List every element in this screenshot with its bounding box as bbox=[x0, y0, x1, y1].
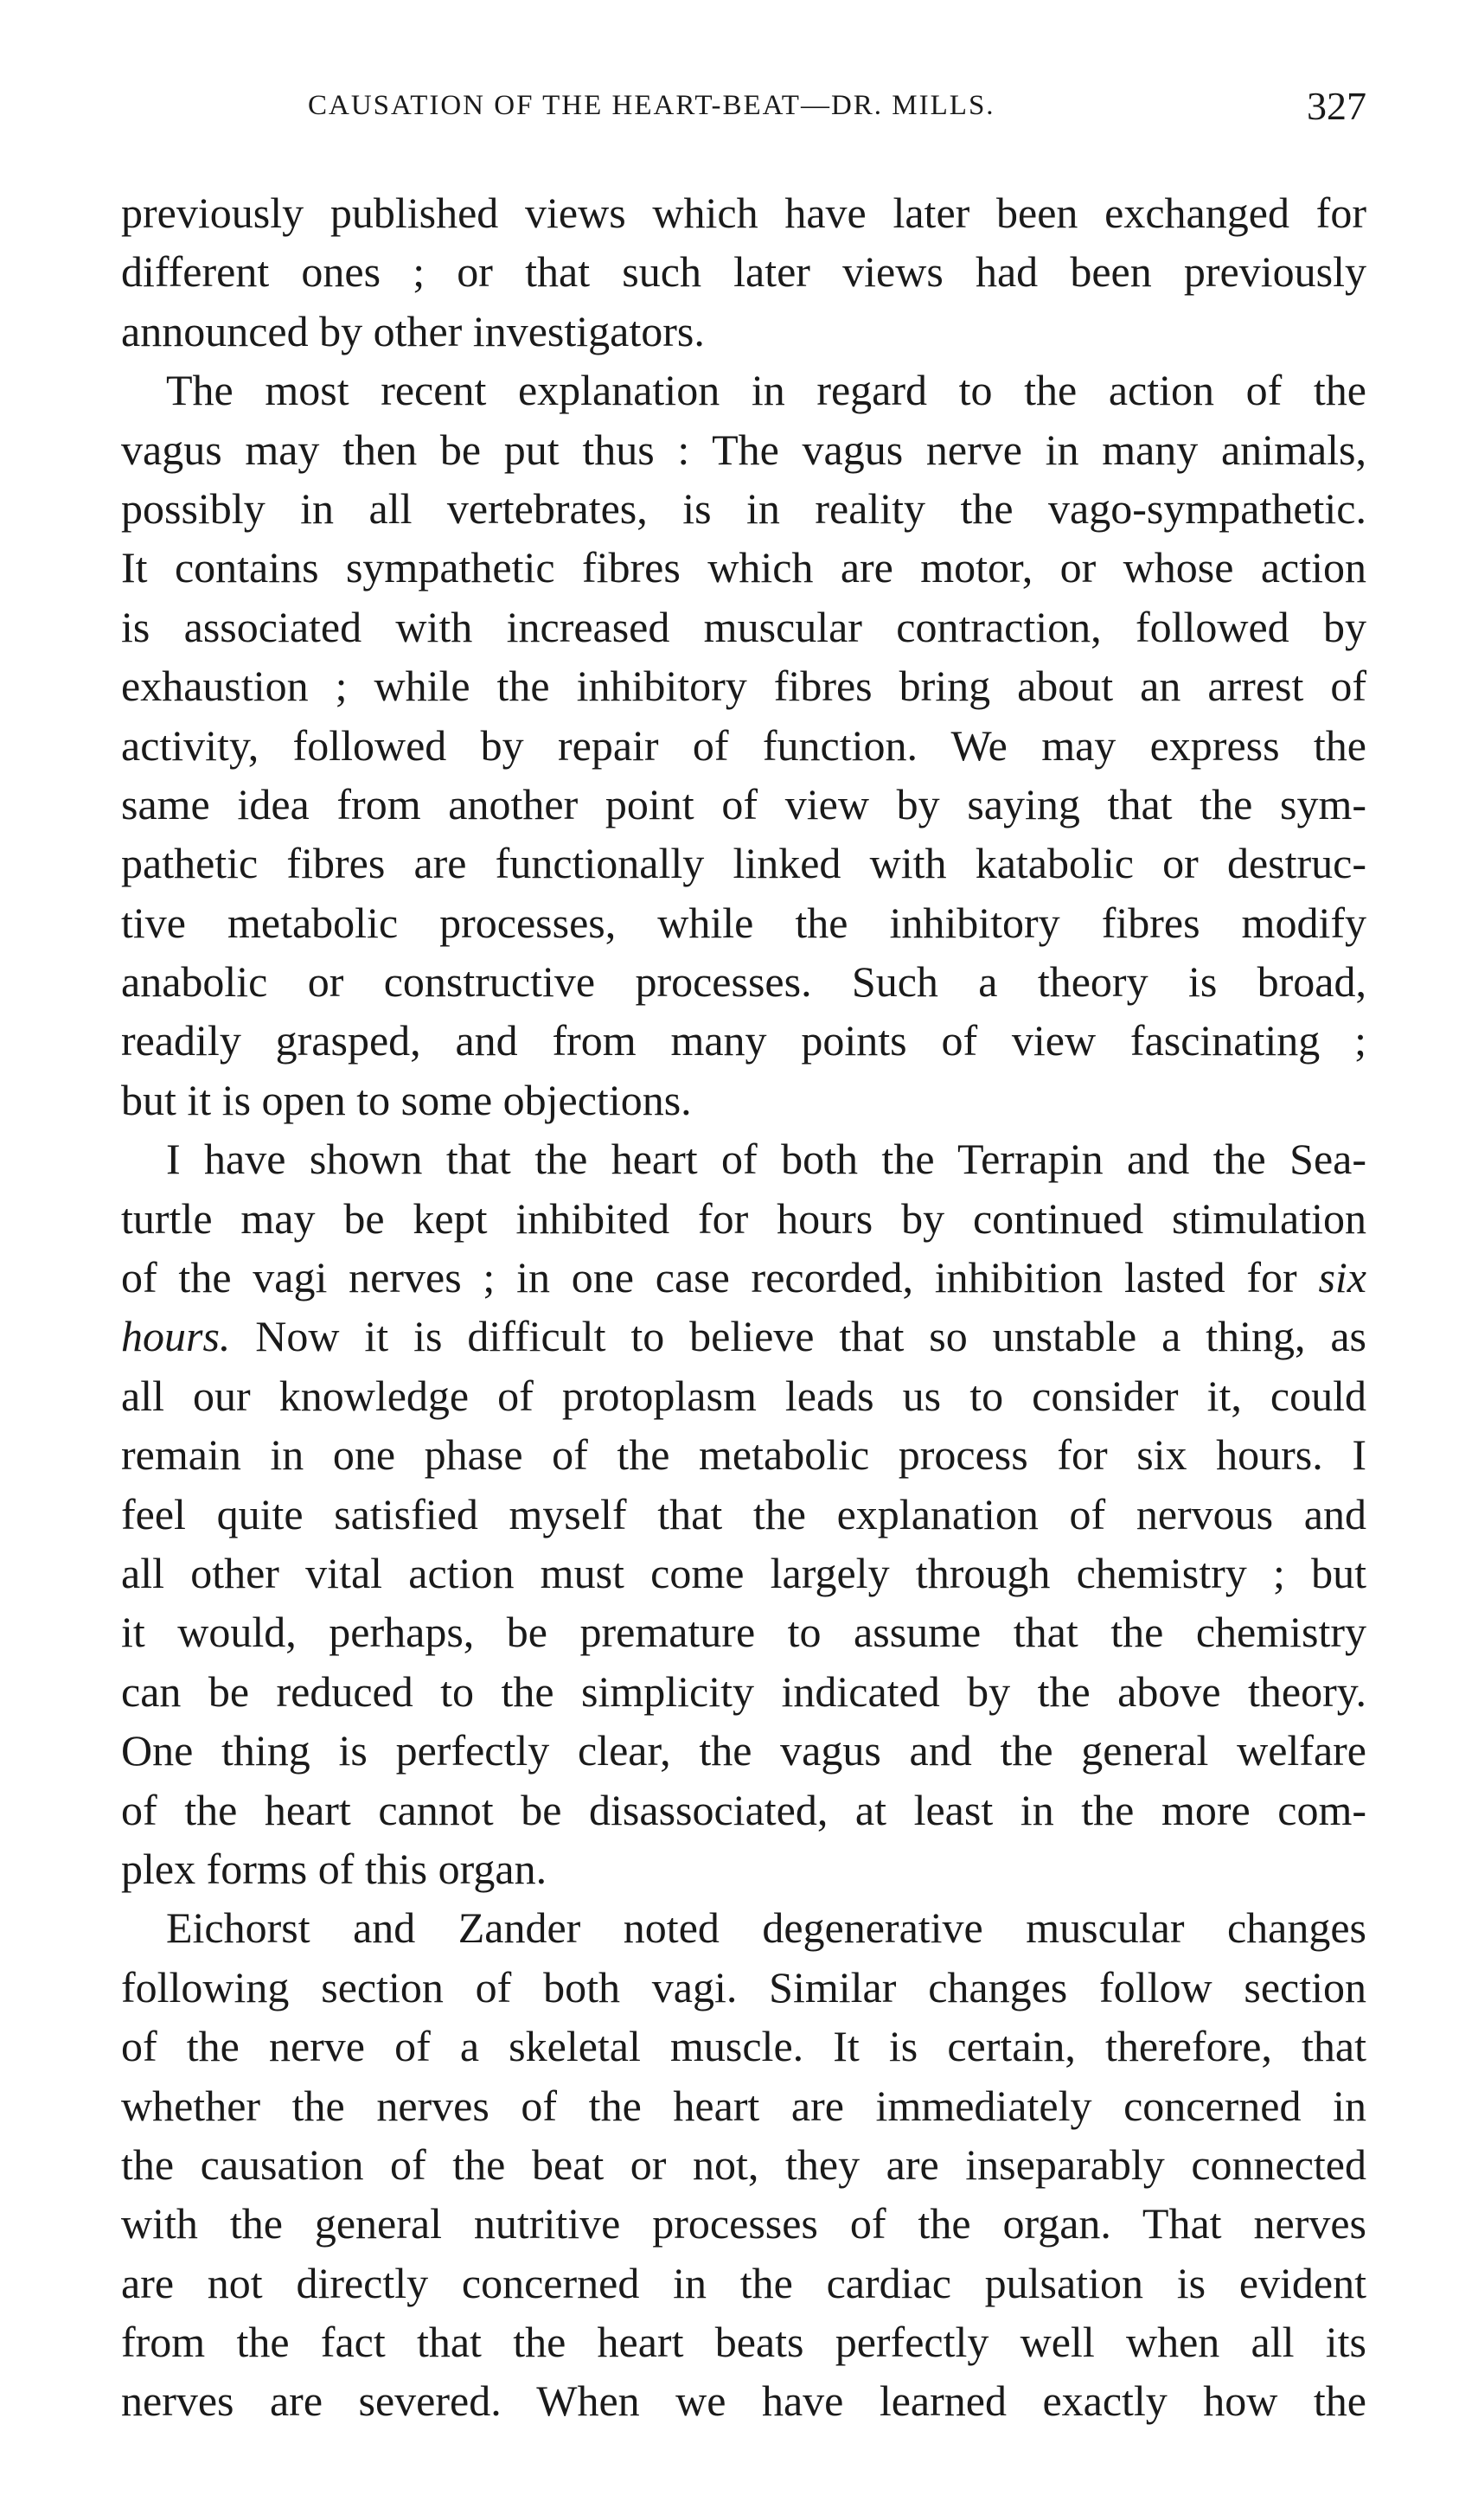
text-line: of the vagi nerves ; in one case recorded, inhibition lasted for six bbox=[121, 1253, 1366, 1302]
text-line: activity, followed by repair of function. We may express the bbox=[121, 720, 1366, 770]
text-line: whether the nerves of the heart are immediately concerned in bbox=[121, 2081, 1366, 2130]
text-line: remain in one phase of the metabolic process for six hours. I bbox=[121, 1430, 1366, 1480]
text-line: Eichorst and Zander noted degenerative muscular changes bbox=[166, 1903, 1366, 1953]
paragraph bbox=[121, 1129, 1366, 1898]
text-line: with the general nutritive processes of the organ. That nerves bbox=[121, 2199, 1366, 2248]
text-line: turtle may be kept inhibited for hours by continued stimulation bbox=[121, 1193, 1366, 1243]
text-line: from the fact that the heart beats perfectly well when all its bbox=[121, 2318, 1366, 2367]
text-line: of the nerve of a skeletal muscle. It is certain, therefore, that bbox=[121, 2022, 1366, 2071]
text-line: are not directly concerned in the cardiac pulsation is evident bbox=[121, 2258, 1366, 2307]
text-line: following section of both vagi. Similar changes follow section bbox=[121, 1962, 1366, 2012]
text-line: readily grasped, and from many points of view fascinating ; bbox=[121, 1016, 1366, 1065]
text-line: hours. Now it is difficult to believe that so unstable a thing, as bbox=[121, 1312, 1366, 1361]
paragraph bbox=[121, 361, 1366, 1129]
running-title: CAUSATION OF THE HEART-BEAT—DR. MILLS. bbox=[308, 90, 995, 121]
text-line: It contains sympathetic fibres which are motor, or whose action bbox=[121, 543, 1366, 592]
paragraph bbox=[121, 183, 1366, 361]
text-line: feel quite satisfied myself that the explanation of nervous and bbox=[121, 1489, 1366, 1538]
text-line: vagus may then be put thus : The vagus nerve in many animals, bbox=[121, 425, 1366, 474]
text-line: announced by other investigators. bbox=[121, 306, 705, 355]
text-line: previously published views which have later been exchanged for bbox=[121, 189, 1366, 237]
text-line: it would, perhaps, be premature to assume that the chemistry bbox=[121, 1608, 1366, 1657]
text-line: plex forms of this organ. bbox=[121, 1844, 547, 1893]
text-line: nerves are severed. When we have learned exactly how the bbox=[121, 2376, 1366, 2426]
text-line: can be reduced to the simplicity indicated by the above theory. bbox=[121, 1666, 1366, 1716]
text-line: all other vital action must come largely through chemistry ; but bbox=[121, 1548, 1366, 1597]
text-line: tive metabolic processes, while the inhibitory fibres modify bbox=[121, 898, 1366, 947]
text-line: all our knowledge of protoplasm leads us to consider it, could bbox=[121, 1371, 1366, 1420]
text-line: One thing is perfectly clear, the vagus and the general welfare bbox=[121, 1726, 1366, 1775]
text-line: same idea from another point of view by saying that the sym- bbox=[121, 779, 1366, 828]
paragraph bbox=[121, 1898, 1366, 2431]
text-line: anabolic or constructive processes. Such a theory is broad, bbox=[121, 957, 1366, 1007]
text-line: exhaustion ; while the inhibitory fibres bring about an arrest of bbox=[121, 662, 1366, 711]
body-text bbox=[121, 183, 1366, 2431]
page-number: 327 bbox=[1307, 84, 1366, 128]
text-line: pathetic fibres are functionally linked with katabolic or destruc- bbox=[121, 839, 1366, 888]
text-line: of the heart cannot be disassociated, at least in the more com- bbox=[121, 1785, 1366, 1834]
text-line: but it is open to some objections. bbox=[121, 1075, 692, 1124]
text-line: different ones ; or that such later views had been previously bbox=[121, 247, 1366, 297]
text-line: is associated with increased muscular contraction, followed by bbox=[121, 602, 1366, 651]
running-head bbox=[121, 84, 1366, 142]
text-line: The most recent explanation in regard to the action of the bbox=[166, 366, 1366, 415]
text-line: the causation of the beat or not, they are inseparably connected bbox=[121, 2139, 1366, 2189]
text-line: possibly in all vertebrates, is in reality the vago-sympathetic. bbox=[121, 483, 1366, 533]
text-line: I have shown that the heart of both the Terrapin and the Sea- bbox=[166, 1135, 1366, 1184]
